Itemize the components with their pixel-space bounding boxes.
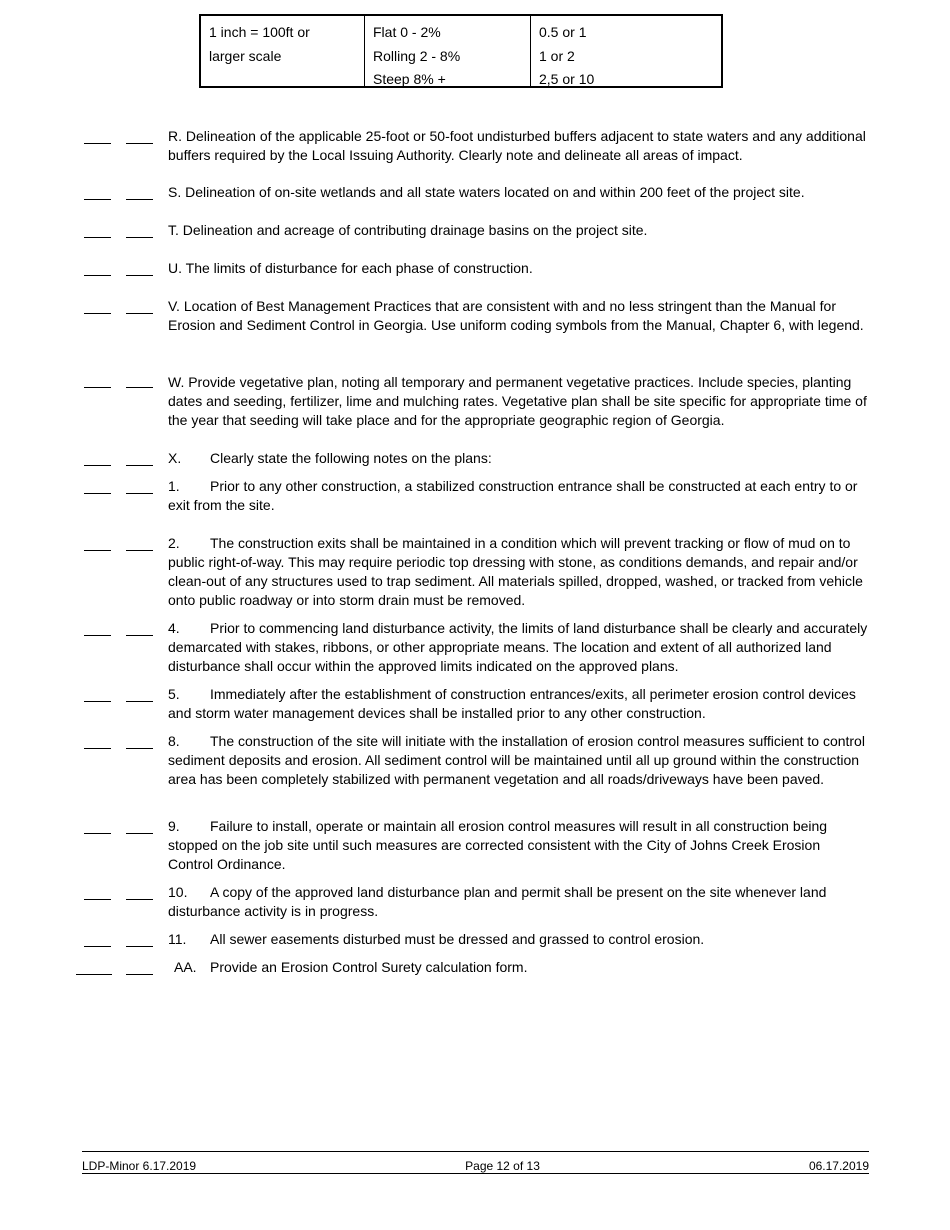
item-text: W. Provide vegetative plan, noting all temporary and permanent vegetative practices. Include species, planting dates and seeding, fertilizer, lime and mulching rates. Vegetative plan shall be site specific for appropriate time of the year that seeding will take place and for the appropriate geographic region of Georgia. [168, 374, 867, 428]
item-number: AA. [174, 959, 197, 975]
item-text [168, 534, 868, 610]
table-cell: 1 inch = 100ft or [209, 24, 310, 40]
item-body: A copy of the approved land disturbance plan and permit shall be present on the site whenever land disturbance activity is in progress. [168, 884, 827, 919]
item-body: All sewer easements disturbed must be dressed and grassed to control erosion. [210, 931, 705, 947]
page-footer [82, 1159, 869, 1173]
table-cell: larger scale [209, 47, 282, 64]
item-number: 5. [168, 686, 180, 702]
item-body: Prior to commencing land disturbance activity, the limits of land disturbance shall be clearly and accurately demarcated with stakes, ribbons, or other appropriate means. The location and extent of all authorized land disturbance shall occur within the approved limits indicated on the approved plans. [168, 620, 868, 674]
item-text [174, 958, 874, 977]
footer-page-number: Page 12 of 13 [465, 1159, 540, 1173]
applicant-check-blank[interactable] [76, 974, 112, 975]
reviewer-check-blank[interactable] [126, 313, 153, 314]
item-text: T. Delineation and acreage of contributing drainage basins on the project site. [168, 222, 648, 238]
applicant-check-blank[interactable] [84, 899, 111, 900]
item-number: 9. [168, 818, 180, 834]
applicant-check-blank[interactable] [84, 701, 111, 702]
item-text [168, 685, 868, 723]
item-body: Immediately after the establishment of construction entrances/exits, all perimeter erosion control devices and storm water management devices shall be installed prior to any other construction. [168, 686, 856, 721]
item-text [168, 817, 868, 874]
footer-form-id: LDP-Minor 6.17.2019 [82, 1159, 197, 1173]
reviewer-check-blank[interactable] [126, 493, 153, 494]
reviewer-check-blank[interactable] [126, 748, 153, 749]
table-cell: 1 or 2 [539, 47, 575, 64]
table-column-scale [201, 16, 365, 86]
item-text: R. Delineation of the applicable 25-foot or 50-foot undisturbed buffers adjacent to state waters and any additional buffers required by the Local Issuing Authority. Clearly note and delineate all areas of impact. [168, 128, 866, 163]
table-cell: Flat 0 - 2% [373, 24, 441, 40]
reviewer-check-blank[interactable] [126, 237, 153, 238]
item-body: Prior to any other construction, a stabilized construction entrance shall be constructed at each entry to or exit from the site. [168, 478, 858, 513]
scale-table [199, 14, 723, 88]
reviewer-check-blank[interactable] [126, 199, 153, 200]
item-text [168, 732, 868, 789]
table-cell: Rolling 2 - 8% [373, 47, 461, 64]
item-body: The construction of the site will initiate with the installation of erosion control measures sufficient to control sediment deposits and erosion. All sediment control will be maintained until all up ground within the construction area has been completely stabilized with permanent vegetation and all roads/driveways have been paved. [168, 733, 865, 787]
reviewer-check-blank[interactable] [126, 143, 153, 144]
table-cell: Steep 8% + [373, 71, 446, 87]
applicant-check-blank[interactable] [84, 275, 111, 276]
item-body: The construction exits shall be maintained in a condition which will prevent tracking or flow of mud on to public right-of-way. This may require periodic top dressing with stone, as conditions demands, and repair and/or clean-out of any structures used to trap sediment. All materials spilled, dropped, washed, or tracked from vehicle onto public roadway or into storm drain must be removed. [168, 535, 863, 608]
item-number: 4. [168, 620, 180, 636]
reviewer-check-blank[interactable] [126, 899, 153, 900]
footer-bottom-rule [82, 1173, 869, 1174]
table-column-slope [365, 16, 531, 86]
applicant-check-blank[interactable] [84, 748, 111, 749]
table-cell: 2,5 or 10 [539, 71, 595, 87]
item-text [168, 930, 868, 949]
item-text [168, 883, 868, 921]
applicant-check-blank[interactable] [84, 143, 111, 144]
applicant-check-blank[interactable] [84, 465, 111, 466]
reviewer-check-blank[interactable] [126, 946, 153, 947]
item-text [168, 477, 868, 515]
item-number: X. [168, 450, 182, 466]
reviewer-check-blank[interactable] [126, 387, 153, 388]
reviewer-check-blank[interactable] [126, 550, 153, 551]
footer-date: 06.17.2019 [808, 1159, 869, 1173]
applicant-check-blank[interactable] [84, 946, 111, 947]
item-number: 1. [168, 478, 180, 494]
item-text: V. Location of Best Management Practices that are consistent with and no less stringent than the Manual for Erosion and Sediment Control in Georgia. Use uniform coding symbols from the Manual, Chapter 6, with legend. [168, 298, 864, 333]
item-body: Failure to install, operate or maintain all erosion control measures will result in all construction being stopped on the job site until such measures are corrected consistent with the City of Johns Creek Erosion Control Ordinance. [168, 818, 828, 872]
item-text: S. Delineation of on-site wetlands and all state waters located on and within 200 feet of the project site. [168, 184, 805, 200]
reviewer-check-blank[interactable] [126, 701, 153, 702]
item-body: Provide an Erosion Control Surety calculation form. [210, 959, 528, 975]
item-text [168, 619, 868, 676]
applicant-check-blank[interactable] [84, 833, 111, 834]
applicant-check-blank[interactable] [84, 635, 111, 636]
reviewer-check-blank[interactable] [126, 275, 153, 276]
applicant-check-blank[interactable] [84, 313, 111, 314]
item-number: 10. [168, 884, 188, 900]
applicant-check-blank[interactable] [84, 199, 111, 200]
applicant-check-blank[interactable] [84, 493, 111, 494]
item-number: 2. [168, 535, 180, 551]
item-body: Clearly state the following notes on the plans: [210, 450, 492, 466]
item-text [168, 449, 868, 468]
applicant-check-blank[interactable] [84, 237, 111, 238]
reviewer-check-blank[interactable] [126, 833, 153, 834]
reviewer-check-blank[interactable] [126, 974, 153, 975]
item-number: 8. [168, 733, 180, 749]
applicant-check-blank[interactable] [84, 387, 111, 388]
table-column-interval [531, 16, 721, 86]
table-cell: 0.5 or 1 [539, 24, 587, 40]
reviewer-check-blank[interactable] [126, 635, 153, 636]
reviewer-check-blank[interactable] [126, 465, 153, 466]
item-number: 11. [168, 931, 187, 947]
footer-top-rule [82, 1151, 869, 1152]
item-text: U. The limits of disturbance for each phase of construction. [168, 260, 533, 276]
applicant-check-blank[interactable] [84, 550, 111, 551]
